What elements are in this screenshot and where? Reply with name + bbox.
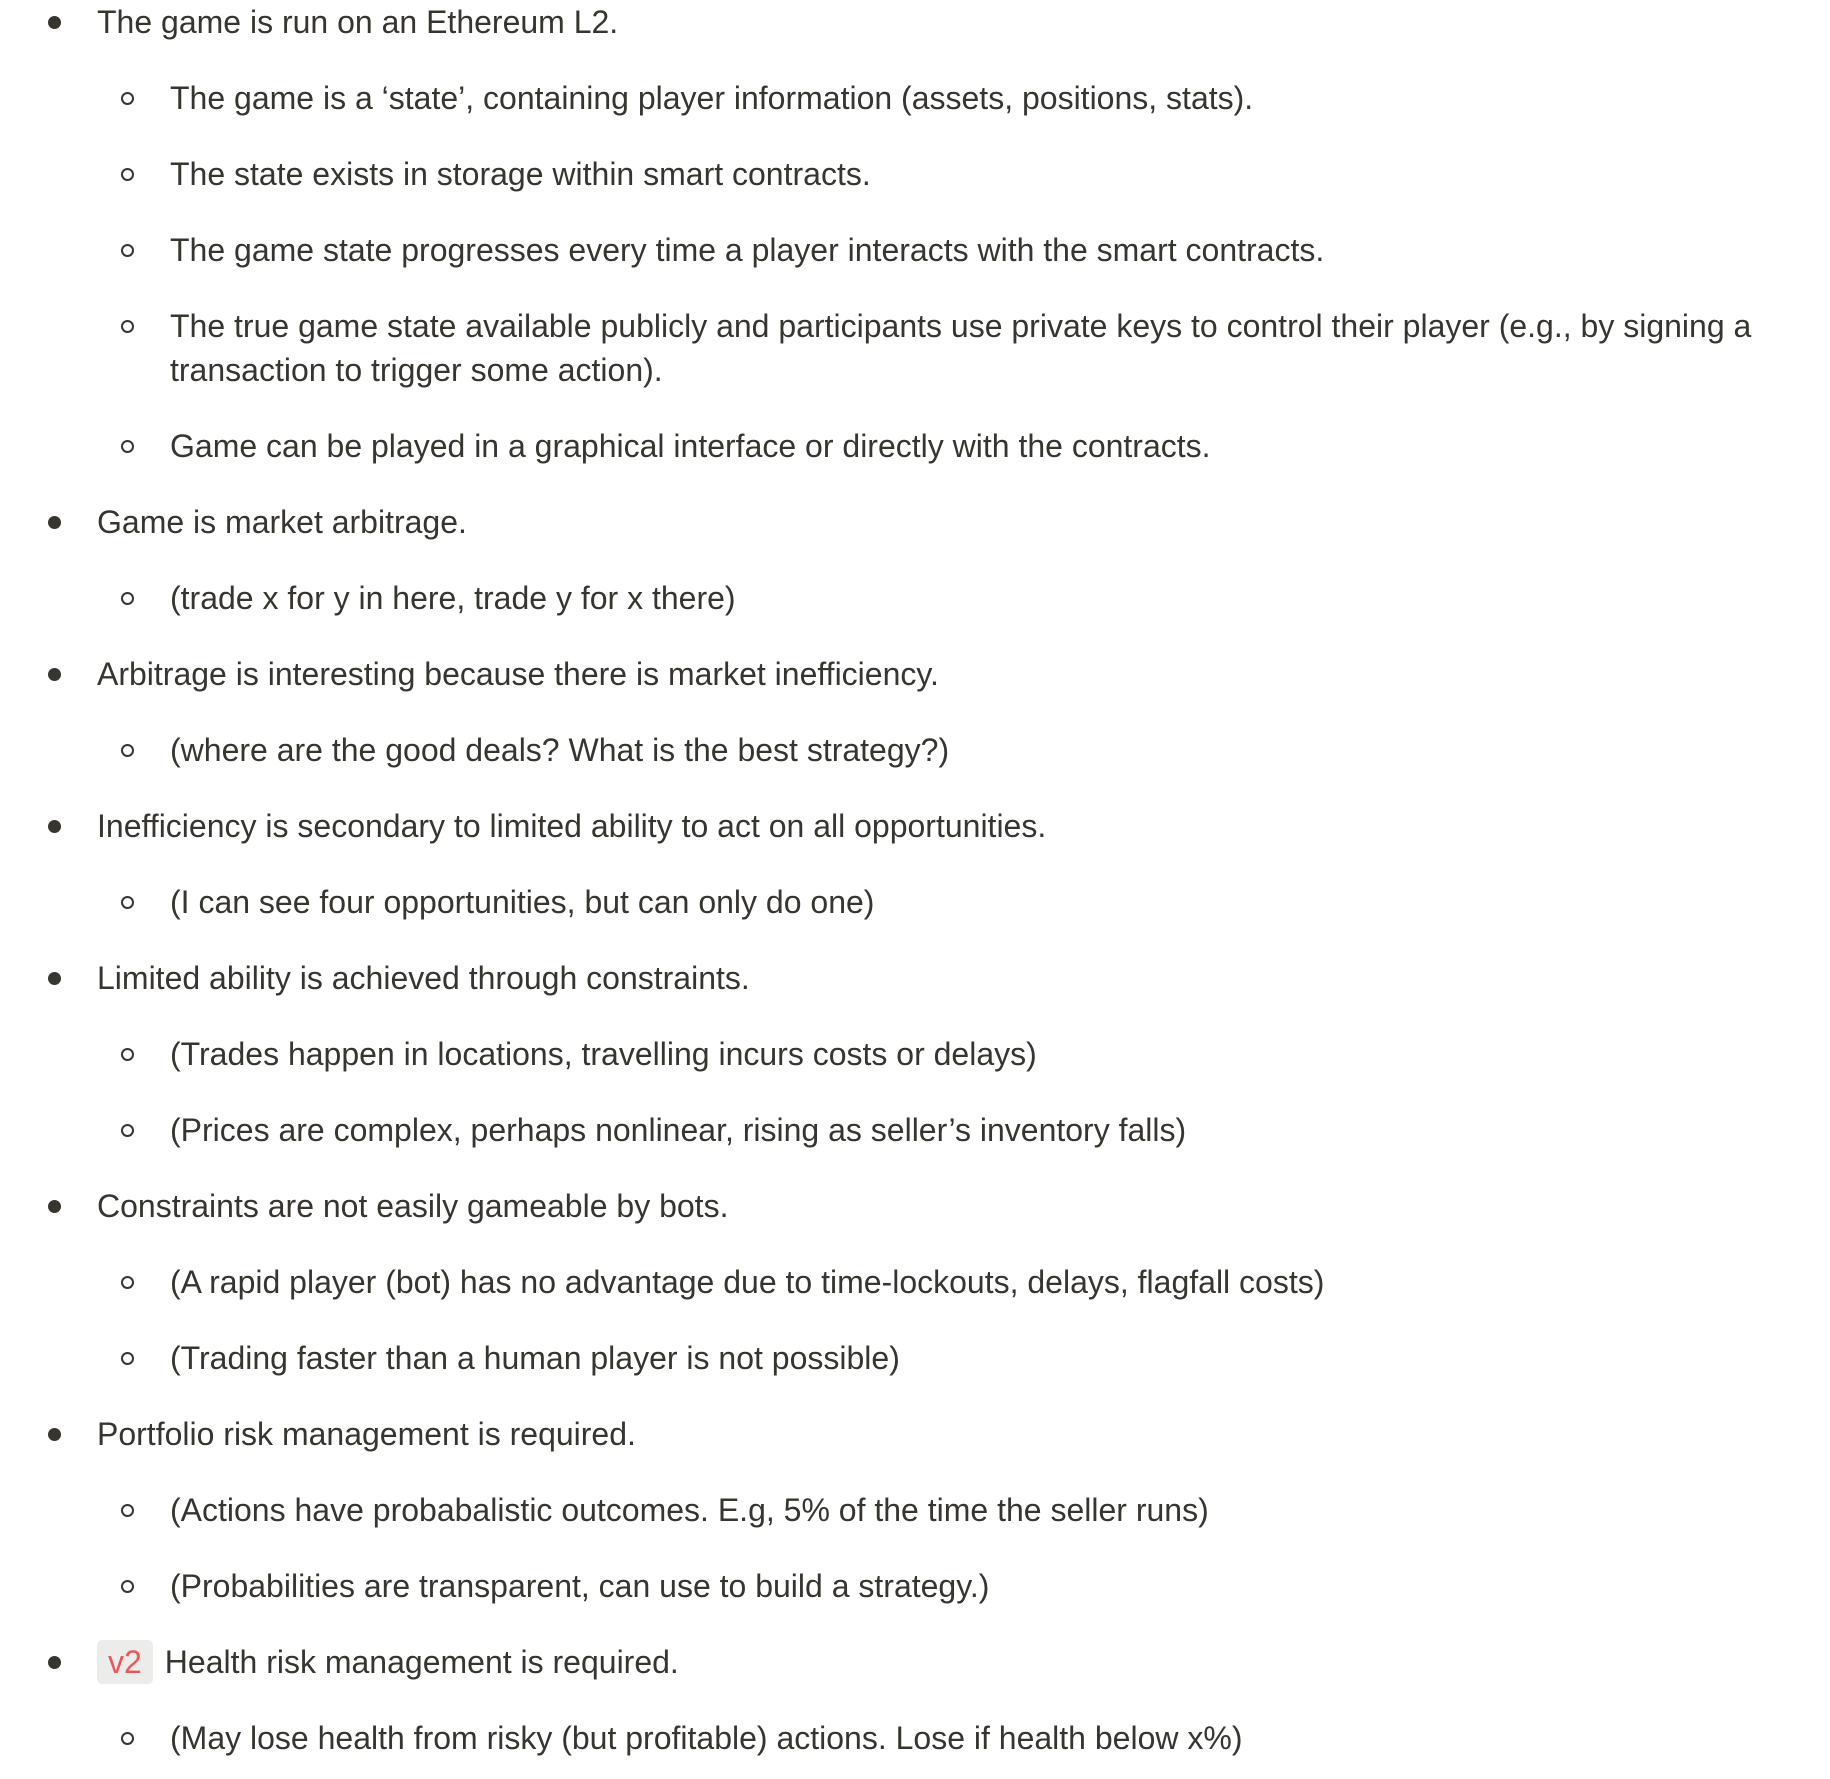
list-item-text: Limited ability is achieved through constraints. bbox=[97, 960, 750, 996]
list-item bbox=[0, 1412, 1830, 1608]
sub-item-text: (A rapid player (bot) has no advantage due to time-lockouts, delays, flagfall costs) bbox=[170, 1264, 1325, 1300]
sub-list-item bbox=[0, 1032, 1830, 1076]
sub-list-item bbox=[0, 1488, 1830, 1532]
sub-item-text: The state exists in storage within smart contracts. bbox=[170, 156, 871, 192]
list-item-text: Game is market arbitrage. bbox=[97, 504, 467, 540]
bullet-disc-icon bbox=[48, 668, 61, 681]
list-item bbox=[0, 500, 1830, 620]
list-item bbox=[0, 1184, 1830, 1380]
bullet-disc-icon bbox=[48, 516, 61, 529]
sub-list-item bbox=[0, 76, 1830, 120]
sub-list-item bbox=[0, 1260, 1830, 1304]
sub-item-text: (Trades happen in locations, travelling incurs costs or delays) bbox=[170, 1036, 1037, 1072]
bullet-disc-icon bbox=[48, 1200, 61, 1213]
sub-item-text: (Probabilities are transparent, can use to build a strategy.) bbox=[170, 1568, 990, 1604]
bullet-circle-icon bbox=[121, 92, 134, 105]
sub-list bbox=[0, 880, 1830, 924]
bullet-circle-icon bbox=[121, 1124, 134, 1137]
sub-list bbox=[0, 1260, 1830, 1380]
sub-item-text: The game is a ‘state’, containing player information (assets, positions, stats). bbox=[170, 80, 1254, 116]
sub-list-item bbox=[0, 1564, 1830, 1608]
sub-list-item bbox=[0, 1108, 1830, 1152]
sub-list-item bbox=[0, 424, 1830, 468]
bullet-circle-icon bbox=[121, 1504, 134, 1517]
bullet-circle-icon bbox=[121, 320, 134, 333]
sub-list bbox=[0, 1032, 1830, 1152]
bullet-disc-icon bbox=[48, 820, 61, 833]
bullet-disc-icon bbox=[48, 1428, 61, 1441]
sub-list-item bbox=[0, 728, 1830, 772]
bullet-disc-icon bbox=[48, 1656, 61, 1669]
sub-list bbox=[0, 76, 1830, 468]
bullet-circle-icon bbox=[121, 440, 134, 453]
bullet-circle-icon bbox=[121, 1580, 134, 1593]
sub-list-item bbox=[0, 1716, 1830, 1760]
list-item bbox=[0, 0, 1830, 468]
sub-list-item bbox=[0, 304, 1830, 392]
sub-item-text: (May lose health from risky (but profitable) actions. Lose if health below x%) bbox=[170, 1720, 1243, 1756]
list-item-text: Health risk management is required. bbox=[164, 1644, 679, 1680]
sub-list bbox=[0, 1716, 1830, 1760]
version-tag: v2 bbox=[97, 1640, 153, 1684]
sub-list bbox=[0, 576, 1830, 620]
sub-list-item bbox=[0, 576, 1830, 620]
sub-item-text: The game state progresses every time a player interacts with the smart contracts. bbox=[170, 232, 1325, 268]
sub-list bbox=[0, 1488, 1830, 1608]
sub-item-text: (Actions have probabalistic outcomes. E.g, 5% of the time the seller runs) bbox=[170, 1492, 1209, 1528]
list-item bbox=[0, 652, 1830, 772]
sub-item-text: The true game state available publicly and participants use private keys to control their player (e.g., by signing a transaction to trigger some action). bbox=[170, 308, 1752, 388]
list-item bbox=[0, 956, 1830, 1152]
list-item-text: Arbitrage is interesting because there is market inefficiency. bbox=[97, 656, 939, 692]
sub-list-item bbox=[0, 152, 1830, 196]
sub-item-text: (Prices are complex, perhaps nonlinear, rising as seller’s inventory falls) bbox=[170, 1112, 1187, 1148]
sub-item-text: (where are the good deals? What is the best strategy?) bbox=[170, 732, 950, 768]
list-item bbox=[0, 804, 1830, 924]
sub-item-text: Game can be played in a graphical interface or directly with the contracts. bbox=[170, 428, 1211, 464]
sub-list-item bbox=[0, 1336, 1830, 1380]
bullet-circle-icon bbox=[121, 1276, 134, 1289]
bullet-circle-icon bbox=[121, 168, 134, 181]
bullet-circle-icon bbox=[121, 244, 134, 257]
list-item-text: Portfolio risk management is required. bbox=[97, 1416, 636, 1452]
list-item-text: Constraints are not easily gameable by bots. bbox=[97, 1188, 729, 1224]
bullet-circle-icon bbox=[121, 592, 134, 605]
bullet-circle-icon bbox=[121, 744, 134, 757]
list-item-text: Inefficiency is secondary to limited ability to act on all opportunities. bbox=[97, 808, 1047, 844]
bullet-circle-icon bbox=[121, 1048, 134, 1061]
bullet-circle-icon bbox=[121, 896, 134, 909]
list-item bbox=[0, 1640, 1830, 1760]
bullet-circle-icon bbox=[121, 1352, 134, 1365]
sub-item-text: (Trading faster than a human player is not possible) bbox=[170, 1340, 900, 1376]
bullet-disc-icon bbox=[48, 16, 61, 29]
bullet-disc-icon bbox=[48, 972, 61, 985]
sub-list-item bbox=[0, 228, 1830, 272]
sub-list bbox=[0, 728, 1830, 772]
bullet-circle-icon bbox=[121, 1732, 134, 1745]
sub-list-item bbox=[0, 880, 1830, 924]
sub-item-text: (I can see four opportunities, but can only do one) bbox=[170, 884, 875, 920]
sub-item-text: (trade x for y in here, trade y for x there) bbox=[170, 580, 736, 616]
list-item-text: The game is run on an Ethereum L2. bbox=[97, 4, 619, 40]
